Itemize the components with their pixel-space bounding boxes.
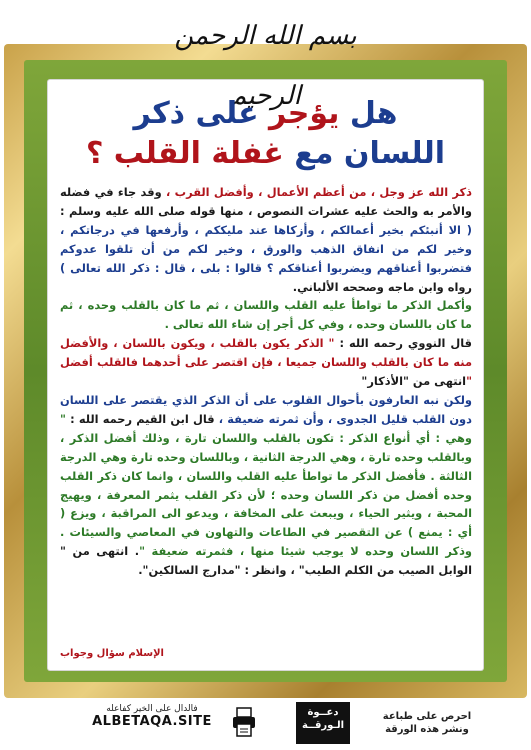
- title-word-ghaflat: غفلة القلب ؟: [85, 136, 284, 171]
- title-word-lisan: اللسان مع: [294, 136, 446, 171]
- title-line-1: [48, 96, 483, 131]
- logo-line-1: دعــوة: [307, 707, 339, 718]
- title-word-hal: هل: [349, 96, 398, 131]
- title-line-2: [48, 136, 483, 171]
- p1-hadith: ( الا أنبئكم بخير أعمالكم ، وأزكاها عند مليككم ، وأرفعها في درجاتكم ، وخير لكم من انفاق الذهب والورق ، وخير لكم من أن تلقوا عدوكم فتضربوا أعناقهم ويضربوا أعناقكم ؟ قالوا : بلى ، قال : ذكر الله تعالى ): [60, 222, 472, 275]
- footer-site-box[interactable]: [78, 704, 226, 744]
- p1-intro: ذكر الله عز وجل ، من أعظم الأعمال ، وأفضل القرب ،: [166, 185, 472, 199]
- title-word-ala-dhikr: على ذكر: [133, 96, 259, 131]
- p1-text: وقد جاء في فضله والأمر به والحث عليه عشرات النصوص ، منها قوله صلى الله عليه وسلم :: [60, 185, 472, 218]
- p3-quote: " الذكر يكون بالقلب ، ويكون باللسان ، والأفضل منه ما كان بالقلب واللسان جميعا ، فإن اقتصر على أحدهما فالقلب أفضل ": [60, 336, 472, 389]
- printer-icon: [232, 706, 256, 738]
- p2-text: وأكمل الذكر ما تواطأ عليه القلب واللسان ، ثم ما كان بالقلب وحده ، ثم ما كان باللسان وحده ، وفي كل أجر إن شاء الله تعالى .: [60, 298, 472, 332]
- paragraph-1: [60, 183, 472, 296]
- p4-quote: " وهي : أي أنواع الذكر : تكون بالقلب واللسان تارة ، وذلك أفضل الذكر ، وبالقلب وحده تارة ، وهي الدرجة الثانية ، وباللسان وحده تارة وهي الدرجة الثالثة . فأفضل الذكر ما تواطأ عليه القلب واللسان ، وانما كان ذكر القلب وحده أفضل من ذكر اللسان وحده ؛ لأن ذكر القلب يثمر المعرفة ، ويهيج المحبة ، ويثير الحياء ، ويبعث على المخافة ، ويدعو الى المراقبة ، ويزع ( أي : يمنع ) عن التقصير في الطاعات والتهاون في المعاصي والسيئات . وذكر اللسان وحده لا يوجب شيئا منها ، فثمرته ضعيفة ": [60, 411, 472, 559]
- footer-slogan: فالدال على الخير كفاعله: [106, 704, 198, 714]
- note-line-1: احرص على طباعة: [382, 711, 472, 722]
- paragraph-2: [60, 296, 472, 334]
- source-credit: الإسلام سؤال وجواب: [60, 648, 164, 659]
- p3-attribution: قال النووي رحمه الله :: [334, 336, 472, 351]
- p4-reference: . انتهى من " الوابل الصيب من الكلم الطيب" ، وانظر : "مدارج السالكين".: [60, 544, 472, 578]
- paragraph-4: [60, 391, 472, 580]
- p3-reference: انتهى من "الأذكار": [361, 374, 467, 389]
- footer-print-note: [372, 710, 482, 736]
- logo-line-2: الـورقــة: [301, 720, 345, 731]
- dawat-alwaraqa-logo: [296, 702, 350, 744]
- paragraph-3: [60, 334, 472, 391]
- title-word-yujar: يؤجر: [269, 96, 340, 131]
- article-body: [60, 183, 472, 665]
- p4-attribution: قال ابن القيم رحمه الله :: [65, 411, 219, 426]
- basmala-calligraphy: بسم الله الرحمن الرحيم: [174, 21, 357, 111]
- p4-text: ولكن نبه العارفون بأحوال القلوب على أن الذكر الذي يقتصر على اللسان دون القلب قليل الجدوى ، وأن ثمرته ضعيفة ،: [60, 392, 472, 426]
- p1-reference: رواه وابن ماجه وصححه الألباني.: [292, 279, 472, 294]
- note-line-2: ونشر هذه الورقة: [385, 724, 469, 735]
- footer-site-url[interactable]: ALBETAQA.SITE: [92, 714, 212, 729]
